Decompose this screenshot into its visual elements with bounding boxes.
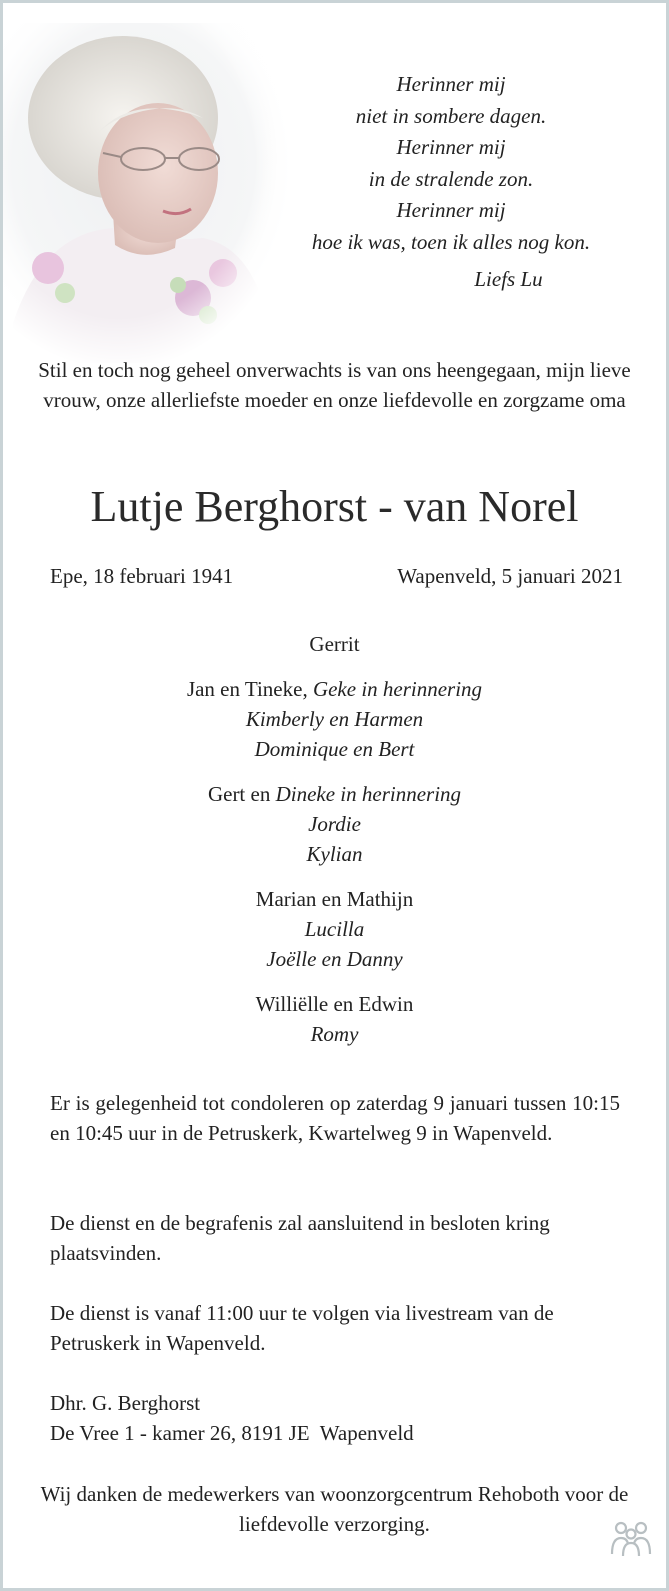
portrait-photo [3,23,293,363]
family-child: Dominique en Bert [254,737,415,761]
family-child: Lucilla [304,917,365,941]
family-group [33,779,636,869]
poem [281,69,621,296]
family-group [33,674,636,764]
address-street: De Vree 1 - kamer 26, 8191 JE Wapenveld [50,1421,414,1445]
spouse-name: Gerrit [309,632,360,656]
address-name: Dhr. G. Berghorst [50,1391,201,1415]
poem-line: Herinner mij [396,198,506,222]
intro-text: Stil en toch nog geheel onverwachts is van ons heengegaan, mijn lieve vrouw, onze allerliefste moeder en onze liefdevolle en zorgzame oma [38,358,631,412]
family-parents: Jan en Tineke, [186,677,308,701]
poem-line: hoe ik was, toen ik alles nog kon. [311,229,591,254]
family-group [33,884,636,974]
family-parents: Gert en [207,782,271,806]
family-parents: Williëlle en Edwin [255,992,414,1016]
life-dates [50,561,623,591]
family-child: Romy [310,1022,359,1046]
correspondence-address [50,1388,620,1448]
spouse [33,629,636,659]
service-paragraph: De dienst en de begrafenis zal aansluitend in besloten kring plaatsvinden. [50,1211,550,1265]
condolence-paragraph: Er is gelegenheid tot condoleren op zaterdag 9 januari tussen 10:15 en 10:45 uur in de Petruskerk, Kwartelweg 9 in Wapenveld. [50,1091,620,1145]
family-parents: Marian en Mathijn [255,887,414,911]
livestream-paragraph: De dienst is vanaf 11:00 uur te volgen via livestream van de Petruskerk in Wapenveld. [50,1301,554,1355]
death-date: Wapenveld, 5 januari 2021 [397,564,623,588]
deceased-name: Lutje Berghorst - van Norel [90,482,579,531]
poem-line: niet in sombere dagen. [355,103,547,128]
family-parents-line [33,674,636,704]
family-group [33,989,636,1049]
family-memory: Dineke in herinnering [275,782,462,806]
family-memory: Geke in herinnering [312,677,483,701]
poem-signature: Liefs Lu [474,267,543,291]
people-logo-icon [608,1518,654,1558]
family-child: Jordie [308,812,361,836]
poem-line: Herinner mij [396,135,506,159]
thanks-text: Wij danken de medewerkers van woonzorgcentrum Rehoboth voor de liefdevolle verzorging. [40,1482,629,1536]
family-child: Kimberly en Harmen [245,707,424,731]
family-child: Joëlle en Danny [266,947,403,971]
birth-date: Epe, 18 februari 1941 [50,564,234,588]
family-child: Kylian [306,842,363,866]
family-list [33,629,636,1064]
poem-line: in de stralende zon. [368,166,534,191]
poem-line: Herinner mij [396,72,506,96]
family-parents-line [33,779,636,809]
